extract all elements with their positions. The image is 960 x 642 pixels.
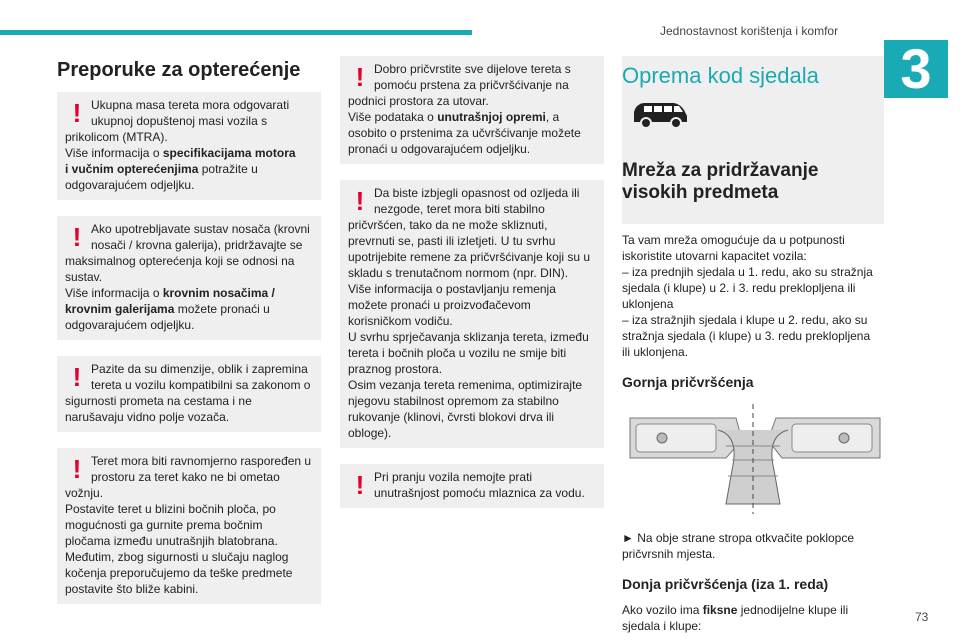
warning-line: rukovanje (klinovi, čvrsti blokovi drva ili	[348, 410, 555, 424]
warning-icon: !	[72, 222, 82, 252]
warning-list	[57, 92, 321, 604]
warning-list	[340, 56, 604, 508]
section-title: Preporuke za opterećenje	[57, 59, 301, 81]
warning-line: osobito o prstenima za učvršćivanje možete	[348, 126, 581, 140]
warning-line: postavite što bliže kabini.	[65, 582, 199, 596]
warning-line: Osim vezanja tereta remenima, optimizirajte	[348, 378, 583, 392]
column-3	[622, 56, 884, 642]
warning-text	[65, 97, 313, 193]
warning-line: podnici prostora za utovar.	[348, 94, 489, 108]
warning-line: pomoću prstena za pričvršćivanje na	[374, 78, 569, 92]
warning-box	[57, 356, 321, 432]
warning-text	[65, 361, 313, 425]
warning-line: prikolicom (MTRA).	[65, 130, 168, 144]
warning-text	[348, 61, 596, 157]
warning-line: pločama između unutrašnjih blatobrana.	[65, 534, 278, 548]
warning-line: možete pronaći u proizvođačevom	[348, 298, 531, 312]
warning-line: tereta i bočnih ploča u vozilu ne smije biti	[348, 346, 567, 360]
net-heading: Mreža za pridržavanje visokih predmeta	[622, 160, 819, 203]
van-icon	[622, 100, 884, 156]
warning-line: Teret mora biti ravnomjerno raspoređen u	[91, 454, 312, 468]
page-number: 73	[915, 610, 929, 624]
warning-text	[348, 185, 596, 441]
warning-line: korisničkom vodiču.	[348, 314, 453, 328]
warning-line: Pri pranju vozila nemojte prati	[374, 470, 533, 484]
warning-text	[65, 221, 313, 333]
warning-line: pričvršćen, tako da ne može skliznuti,	[348, 218, 548, 232]
warning-line: obloge).	[348, 426, 392, 440]
warning-line: krovnim galerijama možete pronaći u	[65, 302, 270, 316]
warning-line: mogućnosti ga gurnite prema bočnim	[65, 518, 263, 532]
equipment-box	[622, 56, 884, 224]
warning-line: pronaći u odgovarajućem odjeljku.	[348, 142, 531, 156]
lower-mounts-text: Ako vozilo ima fiksne jednodijelne klupe ili sjedala i klupe:	[622, 603, 849, 633]
warning-line: njegovu stabilnost opremom za stabilno	[348, 394, 559, 408]
warning-box	[340, 180, 604, 448]
warning-line: odgovarajućem odjeljku.	[65, 178, 195, 192]
warning-box	[340, 464, 604, 508]
column-2	[340, 56, 604, 524]
warning-box	[57, 448, 321, 604]
net-intro: Ta vam mreža omogućuje da u potpunosti iskoristite utovarni kapacitet vozila: – iza prednjih sjedala u 1. redu, ako su stražnja sjedala (i klupe) u 2. i 3. redu preklopljena ili uklonjena – iza stražnjih sjedala i klupe u 2. redu, ako su stražnja sjedala (i klupe) u 3. redu preklopljena ili uklonjena.	[622, 233, 873, 359]
warning-icon: !	[355, 186, 365, 216]
warning-line: kočenja preporučujemo da teške predmete	[65, 566, 293, 580]
warning-line: Ukupna masa tereta mora odgovarati	[91, 98, 290, 112]
warning-line: Međutim, zbog sigurnosti u slučaju naglog	[65, 550, 289, 564]
warning-line: vožnju.	[65, 486, 104, 500]
warning-line: maksimalnog opterećenja koji se odnosi na	[65, 254, 295, 268]
warning-line: Pazite da su dimenzije, oblik i zapremina	[91, 362, 308, 376]
upper-mounts-heading: Gornja pričvršćenja	[622, 374, 754, 390]
warning-line: narušavaju vidno polje vozača.	[65, 410, 230, 424]
warning-icon: !	[72, 362, 82, 392]
warning-line: Više informacija o postavljanju remenja	[348, 282, 556, 296]
warning-icon: !	[355, 62, 365, 92]
header-title: Jednostavnost korištenja i komfor	[660, 24, 839, 38]
warning-line: prostoru za teret kako ne bi ometao	[91, 470, 280, 484]
warning-line: Postavite teret u blizini bočnih ploča, po	[65, 502, 276, 516]
warning-line: sigurnosti prometa na cestama i ne	[65, 394, 252, 408]
warning-line: nezgode, teret mora biti stabilno	[374, 202, 545, 216]
chapter-number: 3	[884, 40, 948, 98]
warning-line: odgovarajućem odjeljku.	[65, 318, 195, 332]
warning-line: tereta u vozilu kompatibilni sa zakonom o	[91, 378, 311, 392]
warning-text	[65, 453, 313, 597]
warning-line: i vučnim opterećenjima potražite u	[65, 162, 258, 176]
warning-line: upotrijebite remene za pričvršćivanje koji su u	[348, 250, 591, 264]
warning-text	[348, 469, 596, 501]
warning-line: Ako upotrebljavate sustav nosača (krovni	[91, 222, 310, 236]
warning-line: ukupnoj dopuštenoj masi vozila s	[91, 114, 268, 128]
warning-box	[340, 56, 604, 164]
upper-mounts-text: ► Na obje strane stropa otkvačite poklopce pričvrsnih mjesta.	[622, 531, 855, 561]
warning-line: skladu s trenutačnom normom (npr. DIN).	[348, 266, 569, 280]
warning-icon: !	[72, 98, 82, 128]
warning-line: prevrnuti se, pasti ili izletjeti. U tu svrhu	[348, 234, 556, 248]
warning-line: U svrhu sprječavanja sklizanja tereta, između	[348, 330, 589, 344]
column-1	[57, 56, 321, 620]
equipment-title: Oprema kod sjedala	[622, 63, 819, 88]
warning-line: Dobro pričvrstite sve dijelove tereta s	[374, 62, 571, 76]
warning-box	[57, 216, 321, 340]
warning-line: unutrašnjost pomoću mlaznica za vodu.	[374, 486, 585, 500]
warning-line: nosači / krovna galerija), pridržavajte se	[91, 238, 303, 252]
warning-line: Više informacija o specifikacijama motora	[65, 146, 296, 160]
upper-mount-illustration	[622, 400, 884, 518]
warning-icon: !	[355, 470, 365, 500]
warning-line: praznog prostora.	[348, 362, 443, 376]
header-accent-bar	[0, 30, 472, 35]
warning-line: Više informacija o krovnim nosačima /	[65, 286, 275, 300]
warning-icon: !	[72, 454, 82, 484]
warning-line: Da biste izbjegli opasnost od ozljeda ili	[374, 186, 580, 200]
warning-line: sustav.	[65, 270, 103, 284]
lower-mounts-heading: Donja pričvršćenja (iza 1. reda)	[622, 576, 829, 592]
warning-line: Više podataka o unutrašnjoj opremi, a	[348, 110, 560, 124]
warning-box	[57, 92, 321, 200]
